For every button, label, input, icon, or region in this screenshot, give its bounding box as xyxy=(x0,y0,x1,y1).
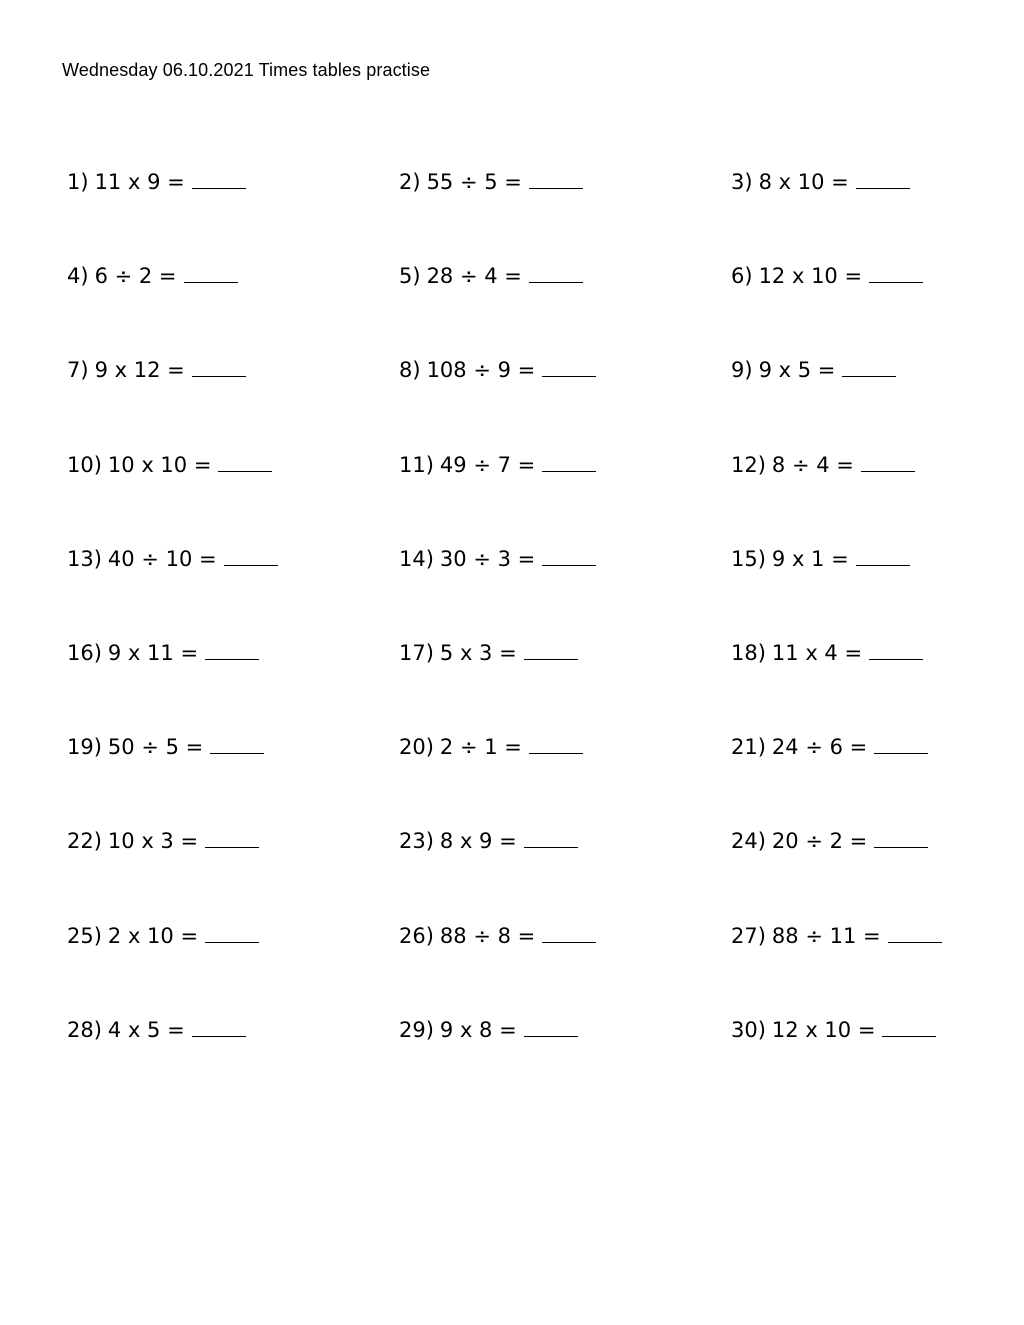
question-number: 26) xyxy=(399,923,434,948)
question-expression: 5 x 3 = xyxy=(439,640,517,665)
answer-blank[interactable] xyxy=(529,168,583,189)
question-number: 30) xyxy=(731,1017,766,1042)
question-number: 7) xyxy=(67,358,89,383)
question-number: 14) xyxy=(399,546,434,571)
question-item xyxy=(67,1015,399,1109)
question-expression: 2 ÷ 1 = xyxy=(439,735,522,760)
question-number: 27) xyxy=(731,923,766,948)
question-number: 29) xyxy=(399,1017,434,1042)
question-expression: 8 ÷ 4 = xyxy=(771,452,854,477)
answer-blank[interactable] xyxy=(205,827,259,848)
question-number: 8) xyxy=(399,358,421,383)
page-title: Wednesday 06.10.2021 Times tables practise xyxy=(62,60,431,80)
answer-blank[interactable] xyxy=(861,451,915,472)
question-item xyxy=(399,261,731,355)
question-item xyxy=(731,450,967,544)
question-number: 12) xyxy=(731,452,766,477)
answer-blank[interactable] xyxy=(529,262,583,283)
question-expression: 28 ÷ 4 = xyxy=(426,264,522,289)
question-number: 15) xyxy=(731,546,766,571)
answer-blank[interactable] xyxy=(210,733,264,754)
question-item xyxy=(67,355,399,449)
answer-blank[interactable] xyxy=(524,1016,578,1037)
question-item xyxy=(399,921,731,1015)
question-item xyxy=(399,1015,731,1109)
question-item xyxy=(731,261,967,355)
question-expression: 9 x 5 = xyxy=(758,358,836,383)
question-number: 25) xyxy=(67,923,102,948)
question-number: 24) xyxy=(731,829,766,854)
question-number: 17) xyxy=(399,640,434,665)
question-number: 20) xyxy=(399,735,434,760)
answer-blank[interactable] xyxy=(205,922,259,943)
question-expression: 4 x 5 = xyxy=(107,1017,185,1042)
answer-blank[interactable] xyxy=(882,1016,936,1037)
question-number: 5) xyxy=(399,264,421,289)
question-item xyxy=(399,826,731,920)
question-item xyxy=(399,450,731,544)
question-item xyxy=(399,638,731,732)
question-item xyxy=(731,544,967,638)
question-item xyxy=(731,732,967,826)
answer-blank[interactable] xyxy=(869,639,923,660)
question-number: 16) xyxy=(67,640,102,665)
answer-blank[interactable] xyxy=(184,262,238,283)
question-expression: 40 ÷ 10 = xyxy=(107,546,217,571)
answer-blank[interactable] xyxy=(542,451,596,472)
question-item xyxy=(67,261,399,355)
answer-blank[interactable] xyxy=(542,356,596,377)
question-expression: 8 x 9 = xyxy=(439,829,517,854)
question-expression: 11 x 4 = xyxy=(771,640,863,665)
question-number: 18) xyxy=(731,640,766,665)
question-expression: 9 x 1 = xyxy=(771,546,849,571)
question-expression: 11 x 9 = xyxy=(94,170,185,194)
question-number: 6) xyxy=(731,264,753,289)
question-item xyxy=(399,544,731,638)
question-expression: 24 ÷ 6 = xyxy=(771,735,868,760)
question-expression: 12 x 10 = xyxy=(758,264,863,289)
question-item xyxy=(731,638,967,732)
question-expression: 2 x 10 = xyxy=(107,923,199,948)
answer-blank[interactable] xyxy=(842,356,896,377)
question-number: 4) xyxy=(67,264,89,289)
question-expression: 8 x 10 = xyxy=(758,170,849,194)
answer-blank[interactable] xyxy=(856,168,910,189)
question-item xyxy=(399,355,731,449)
question-number: 1) xyxy=(67,170,89,194)
question-item xyxy=(731,826,967,920)
answer-blank[interactable] xyxy=(874,827,928,848)
question-expression: 9 x 8 = xyxy=(439,1017,517,1042)
answer-blank[interactable] xyxy=(218,451,272,472)
answer-blank[interactable] xyxy=(888,922,942,943)
question-item xyxy=(731,921,967,1015)
answer-blank[interactable] xyxy=(205,639,259,660)
question-expression: 9 x 12 = xyxy=(94,358,185,383)
answer-blank[interactable] xyxy=(542,545,596,566)
question-number: 3) xyxy=(731,170,753,194)
question-item xyxy=(399,732,731,826)
question-number: 11) xyxy=(399,452,434,477)
answer-blank[interactable] xyxy=(524,827,578,848)
question-expression: 20 ÷ 2 = xyxy=(771,829,868,854)
question-number: 10) xyxy=(67,452,102,477)
question-number: 22) xyxy=(67,829,102,854)
questions-grid xyxy=(67,167,967,1109)
question-item xyxy=(731,167,967,261)
question-number: 23) xyxy=(399,829,434,854)
question-item xyxy=(67,638,399,732)
question-expression: 10 x 3 = xyxy=(107,829,199,854)
answer-blank[interactable] xyxy=(542,922,596,943)
question-item xyxy=(399,167,731,261)
answer-blank[interactable] xyxy=(192,356,246,377)
answer-blank[interactable] xyxy=(874,733,928,754)
question-item xyxy=(67,826,399,920)
answer-blank[interactable] xyxy=(869,262,923,283)
question-expression: 12 x 10 = xyxy=(771,1017,876,1042)
question-number: 13) xyxy=(67,546,102,571)
question-item xyxy=(67,732,399,826)
question-item xyxy=(731,355,967,449)
question-expression: 30 ÷ 3 = xyxy=(439,546,536,571)
question-expression: 10 x 10 = xyxy=(107,452,212,477)
question-expression: 88 ÷ 11 = xyxy=(771,923,881,948)
question-expression: 49 ÷ 7 = xyxy=(439,452,536,477)
question-number: 28) xyxy=(67,1017,102,1042)
answer-blank[interactable] xyxy=(192,168,246,189)
question-number: 9) xyxy=(731,358,753,383)
question-expression: 9 x 11 = xyxy=(107,640,199,665)
question-number: 2) xyxy=(399,170,421,194)
question-number: 21) xyxy=(731,735,766,760)
question-item xyxy=(731,1015,967,1109)
question-item xyxy=(67,450,399,544)
question-expression: 55 ÷ 5 = xyxy=(426,170,522,194)
answer-blank[interactable] xyxy=(856,545,910,566)
question-number: 19) xyxy=(67,735,102,760)
question-expression: 50 ÷ 5 = xyxy=(107,735,204,760)
answer-blank[interactable] xyxy=(192,1016,246,1037)
question-item xyxy=(67,921,399,1015)
question-item xyxy=(67,544,399,638)
answer-blank[interactable] xyxy=(224,545,278,566)
question-expression: 6 ÷ 2 = xyxy=(94,264,177,289)
answer-blank[interactable] xyxy=(524,639,578,660)
question-expression: 88 ÷ 8 = xyxy=(439,923,536,948)
answer-blank[interactable] xyxy=(529,733,583,754)
question-expression: 108 ÷ 9 = xyxy=(426,358,536,383)
question-item xyxy=(67,167,399,261)
